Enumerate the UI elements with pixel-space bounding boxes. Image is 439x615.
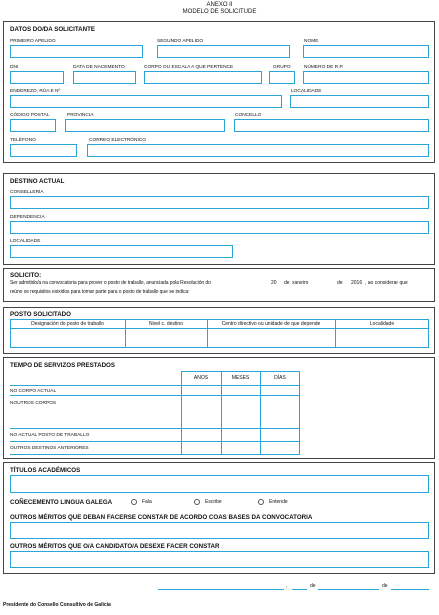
form-title: MODELO DE SOLICITUDE	[182, 9, 257, 15]
segundo-apelido-field[interactable]	[157, 45, 290, 58]
fala-radio[interactable]	[131, 499, 137, 505]
localidade-label: LOCALIDADE	[291, 89, 322, 94]
concello-field[interactable]	[234, 119, 429, 132]
telefono-label: TELÉFONO	[10, 138, 36, 143]
destino-localidade-field[interactable]	[10, 245, 233, 258]
tempo-row-label: NO CORPO ACTUAL	[10, 389, 57, 394]
signature-month-line[interactable]	[318, 589, 379, 590]
tempo-row-divider	[10, 385, 300, 386]
tempo-row-divider	[10, 441, 300, 442]
segundo-apelido-label: SEGUNDO APELIDO	[157, 39, 204, 44]
posto-designacion-cell[interactable]	[11, 329, 125, 347]
tempo-grid	[181, 371, 300, 455]
tempo-row-label: NOUTROS CORPOS	[10, 401, 57, 406]
correo-field[interactable]	[87, 144, 429, 157]
tempo-col-meses: MESES	[231, 375, 250, 381]
posto-col-designacion: Designación do posto de traballo	[31, 321, 104, 327]
applicant-section-title: DATOS DO/DA SOLICITANTE	[10, 26, 96, 33]
escribe-radio[interactable]	[194, 499, 200, 505]
nome-label: NOME	[304, 39, 319, 44]
signature-de-1: de	[310, 583, 316, 589]
posto-localidade-cell[interactable]	[336, 329, 428, 347]
signature-de-2: de	[382, 583, 388, 589]
titulos-title: TÍTULOS ACADÉMICOS	[10, 467, 81, 474]
solicito-text-line2: reúno os requisitos exixidos para tomar parte para o posto de traballo que se indica:	[10, 289, 190, 295]
conselleria-field[interactable]	[10, 196, 429, 209]
codigo-postal-field[interactable]	[10, 119, 56, 132]
solicito-text-part1: Ser admitido/a na convocatoria para prover o posto de traballo, anunciada pola Resolución do	[10, 280, 211, 286]
posto-col-centro: Centro directivo ou unidade de que depende	[221, 321, 321, 327]
titulos-field[interactable]	[10, 475, 429, 493]
tempo-row-divider	[10, 395, 300, 396]
signature-comma: ,	[286, 583, 288, 589]
concello-label: CONCELLO	[235, 113, 262, 118]
corpo-escala-field[interactable]	[144, 71, 262, 84]
corpo-escala-label: CORPO OU ESCALA A QUE PERTENCE	[144, 65, 234, 70]
addressee: Presidente do Consello Consultivo de Galicia	[3, 602, 111, 608]
posto-centro-cell[interactable]	[208, 329, 335, 347]
outros-meritos-bases-title: OUTROS MÉRITOS QUE DEBAN FACERSE CONSTAR DE ACORDO COAS BASES DA CONVOCATORIA	[10, 514, 313, 521]
posto-col-localidade: Localidade	[369, 321, 395, 327]
posto-section-title: POSTO SOLICITADO	[10, 311, 71, 318]
conselleria-label: CONSELLERÍA	[10, 190, 44, 195]
tempo-col-dias: DÍAS	[274, 375, 286, 381]
lingua-galega-title: COÑECEMENTO LINGUA GALEGA	[10, 499, 113, 506]
dependencia-field[interactable]	[10, 221, 429, 234]
codigo-postal-label: CÓDIGO POSTAL	[10, 113, 50, 118]
data-nacemento-field[interactable]	[73, 71, 136, 84]
signature-place-line[interactable]	[158, 589, 284, 590]
localidade-field[interactable]	[290, 95, 429, 108]
tempo-row-label: NO ACTUAL POSTO DE TRABALLO	[10, 433, 90, 438]
outros-meritos-bases-field[interactable]	[10, 522, 429, 539]
solicito-month[interactable]: xaneiro	[292, 280, 309, 286]
telefono-field[interactable]	[10, 144, 77, 157]
enderezo-field[interactable]	[10, 95, 282, 108]
entende-radio[interactable]	[258, 499, 264, 505]
posto-nivel-cell[interactable]	[126, 329, 207, 347]
signature-day-line[interactable]	[292, 589, 307, 590]
provincia-label: PROVINCIA	[67, 113, 94, 118]
tempo-col-divider	[221, 371, 222, 455]
numero-rp-field[interactable]	[303, 71, 429, 84]
solicito-day[interactable]: 20	[271, 280, 277, 286]
solicito-year[interactable]: 2016	[351, 280, 363, 286]
primeiro-apelido-label: PRIMEIRO APELIDO	[10, 39, 56, 44]
grupo-label: GRUPO	[273, 65, 291, 70]
annex-label: ANEXO II	[206, 2, 233, 8]
outros-meritos-candidato-title: OUTROS MÉRITOS QUE O/A CANDIDATO/A DESEXE FACER CONSTAR	[10, 543, 220, 550]
provincia-field[interactable]	[65, 119, 225, 132]
tempo-col-anos: ANOS	[193, 375, 209, 381]
dependencia-label: DEPENDENCIA	[10, 215, 45, 220]
tempo-col-divider	[260, 371, 261, 455]
solicito-de-2: de	[337, 280, 343, 286]
solicito-de-1: de	[284, 280, 290, 286]
outros-meritos-candidato-field[interactable]	[10, 551, 429, 568]
data-nacemento-label: DATA DE NACEMENTO	[73, 65, 125, 70]
applicant-section	[3, 21, 435, 163]
signature-year-line[interactable]	[391, 589, 429, 590]
primeiro-apelido-field[interactable]	[10, 45, 143, 58]
fala-label: Fala	[142, 499, 152, 505]
dni-label: DNI	[10, 65, 19, 70]
tempo-row-divider	[10, 428, 300, 429]
nome-field[interactable]	[303, 45, 429, 58]
destino-section-title: DESTINO ACTUAL	[10, 178, 65, 185]
tempo-row-divider	[10, 454, 300, 455]
escribe-label: Escribe	[205, 499, 222, 505]
solicito-title: SOLICITO:	[10, 272, 42, 279]
tempo-section-title: TEMPO DE SERVIZOS PRESTADOS	[10, 362, 115, 369]
enderezo-label: ENDEREZO, RÚA E Nº	[10, 89, 61, 94]
correo-label: CORREO ELECTRÓNICO	[89, 138, 147, 143]
posto-col-nivel: Nivel c. destino	[149, 321, 183, 327]
destino-localidade-label: LOCALIDADE	[10, 239, 41, 244]
solicito-text-part2: , ao considerar que	[365, 280, 408, 286]
numero-rp-label: NÚMERO DE R.P.	[304, 65, 344, 70]
tempo-row-label: OUTROS DESTINOS ANTERIORES	[10, 446, 89, 451]
grupo-field[interactable]	[269, 71, 295, 84]
dni-field[interactable]	[10, 71, 64, 84]
entende-label: Entende	[269, 499, 288, 505]
